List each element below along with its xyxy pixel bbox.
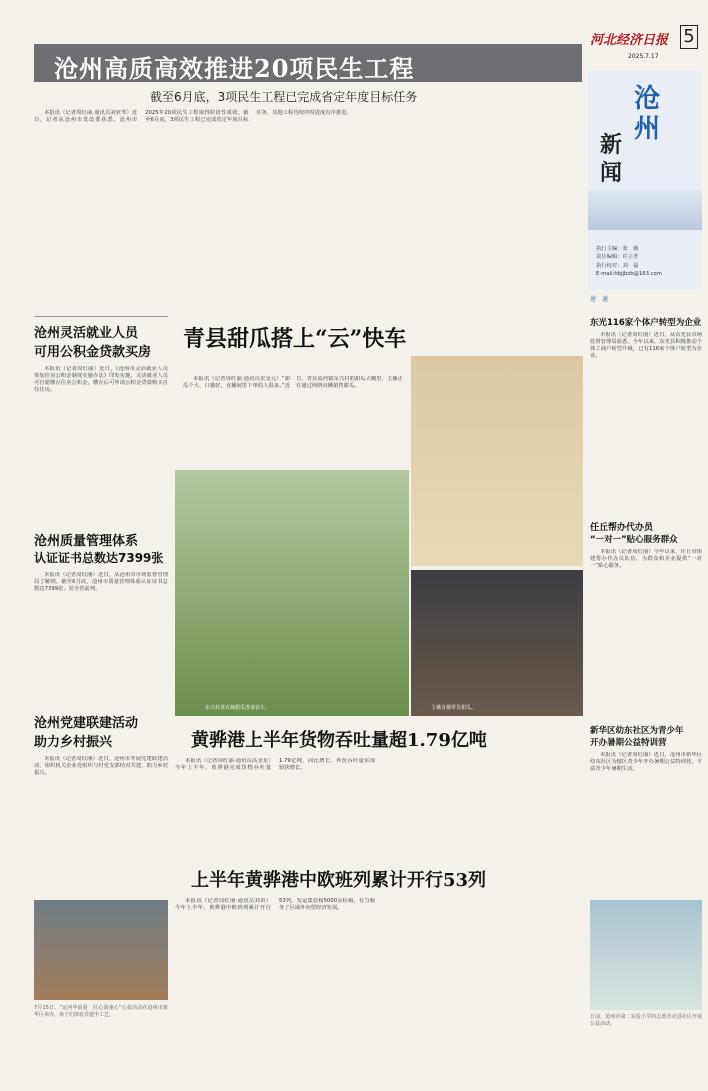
volunteer-photo bbox=[590, 900, 702, 1010]
side-story-2-title2: 认证证书总数达7399张 bbox=[34, 551, 164, 565]
right-story-2: 任丘帮办代办员 “一对一”贴心服务群众 本报讯（记者周红丽）今年以来，任丘市组建帮办代办员队伍，为群众和企业提供“一对一”贴心服务。 bbox=[590, 520, 702, 719]
livestream-photo bbox=[411, 356, 583, 566]
side-story-2-title: 沧州质量管理体系 bbox=[34, 534, 139, 549]
right-story-3: 新华区幼东社区为青少年 开办暑期公益特训营 本报讯（记者周红丽）近日，沧州市新华区幼东社区为辖区青少年开办暑期公益特训营，丰富青少年暑期生活。 bbox=[590, 726, 702, 772]
right-story-2-title: 任丘帮办代办员 bbox=[590, 523, 654, 533]
right-story-3-title2: 开办暑期公益特训营 bbox=[590, 738, 667, 748]
melon-harvest-photo bbox=[175, 470, 409, 716]
page-number: 5 bbox=[680, 25, 698, 49]
feature-body: 本报讯（记者周红丽·通讯员张金元）“甜瓜个大、口感好，直播间里下单的人很多。”近日，青县流河镇东兴村的甜瓜大棚里，主播正在通过网络直播销售甜瓜。 bbox=[183, 376, 403, 389]
lead-dateline: 本报讯（记者周红丽·通讯员刘亚琴）近日，记者从沧州市发改委获悉，沧州市2025年20项民生工程取得阶段性成效。截至6月底，3项民生工程已完成省定年度目标任务，其他工程均按序时进度有序推进。 bbox=[34, 110, 352, 123]
masthead bbox=[590, 25, 702, 67]
section-panel bbox=[588, 70, 702, 290]
right-story-1: 东光116家个体户转型为企业 本报讯（记者周红丽）近日，从东光县市场监督管理局获悉，今年以来，东光县积极推动个体工商户转型升级，已有116家个体户转型为企业。 bbox=[590, 318, 702, 359]
port-story bbox=[175, 720, 583, 850]
right-story-1-title: 东光116家个体户转型为企业 bbox=[590, 318, 702, 328]
skyline-graphic bbox=[588, 190, 702, 230]
feature-caption1: 东兴村菜农摘甜瓜准备装车。 bbox=[205, 705, 271, 711]
side-story-1: 沧州灵活就业人员 可用公积金贷款买房 本报讯（记者周红丽）近日，《沧州市灵活就业人员参加住房公积金制度实施办法》印发实施，灵活就业人员可自愿缴存住房公积金，缴存后可申请公积金贷款购买自住住房。 bbox=[34, 322, 168, 496]
right-story-3-title: 新华区幼东社区为青少年 bbox=[590, 726, 684, 736]
volunteer-photo-caption: 日前，沧州市第二实验小学的志愿者走进社区开展公益活动。 bbox=[590, 1014, 702, 1027]
community-photo bbox=[34, 900, 168, 1000]
side-story-3-title: 沧州党建联建活动 bbox=[34, 716, 139, 731]
lead-headline-band bbox=[34, 44, 582, 82]
feature-headline: 青县甜瓜搭上“云”快车 bbox=[183, 326, 407, 352]
rail-story bbox=[175, 858, 583, 1088]
lead-subtitle: 截至6月底，3项民生工程已完成省定年度目标任务 bbox=[150, 90, 418, 104]
side-story-2: 沧州质量管理体系 认证证书总数达7399张 本报讯（记者周红丽）近日，从沧州市市场监督管理局了解到，截至6月底，沧州市质量管理体系认证证书总数达7399张，居全省前列。 bbox=[34, 530, 168, 692]
community-photo-caption: 7月15日，“运河华浪夏 匠心润童心”公益活动在沧州市新华区举办，孩子们体验非遗手工艺。 bbox=[34, 1005, 168, 1018]
divider bbox=[34, 316, 168, 317]
port-headline: 黄骅港上半年货物吞吐量超1.79亿吨 bbox=[191, 730, 487, 751]
streamer-photo bbox=[411, 570, 583, 716]
port-body: 本报讯（记者周红丽·通讯员高金星）今年上半年，黄骅港完成货物吞吐量1.79亿吨，同比增长，外贸吞吐量实现较快增长。 bbox=[175, 758, 375, 771]
editor-credits: 执行主编：张 薇 责任编辑：许立孝 执行校对：刘 磊 E-mail:hbjjbzb@163.com bbox=[596, 246, 662, 278]
side-story-3-title2: 助力乡村振兴 bbox=[34, 735, 113, 750]
express-label: 速 递 bbox=[590, 296, 609, 303]
rail-body: 本报讯（记者周红丽·通讯员刘苗）今年上半年，黄骅港中欧班列累计开行53列，发运集装箱5000余标箱，有力服务了区域外向型经济发展。 bbox=[175, 898, 375, 911]
feature-caption2: 主播直播带货甜瓜。 bbox=[431, 705, 477, 711]
rail-headline: 上半年黄骅港中欧班列累计开行53列 bbox=[191, 870, 487, 891]
side-story-1-title: 沧州灵活就业人员 bbox=[34, 326, 139, 341]
paper-name: 河北经济日报 bbox=[590, 33, 669, 48]
section-title: 沧 州 新 闻 bbox=[600, 84, 661, 186]
lead-headline: 沧州高质高效推进20项民生工程 bbox=[54, 54, 415, 83]
lead-body bbox=[34, 110, 582, 310]
right-story-2-title2: “一对一”贴心服务群众 bbox=[590, 535, 678, 545]
side-story-1-title2: 可用公积金贷款买房 bbox=[34, 345, 152, 360]
issue-date: 2025.7.17 bbox=[628, 53, 659, 60]
feature-story bbox=[175, 316, 583, 716]
side-story-3: 沧州党建联建活动 助力乡村振兴 本报讯（记者周红丽）近日，沧州市开展党建联建活动，组织机关企业党组织与村党支部结对共建，助力乡村振兴。 bbox=[34, 712, 168, 866]
